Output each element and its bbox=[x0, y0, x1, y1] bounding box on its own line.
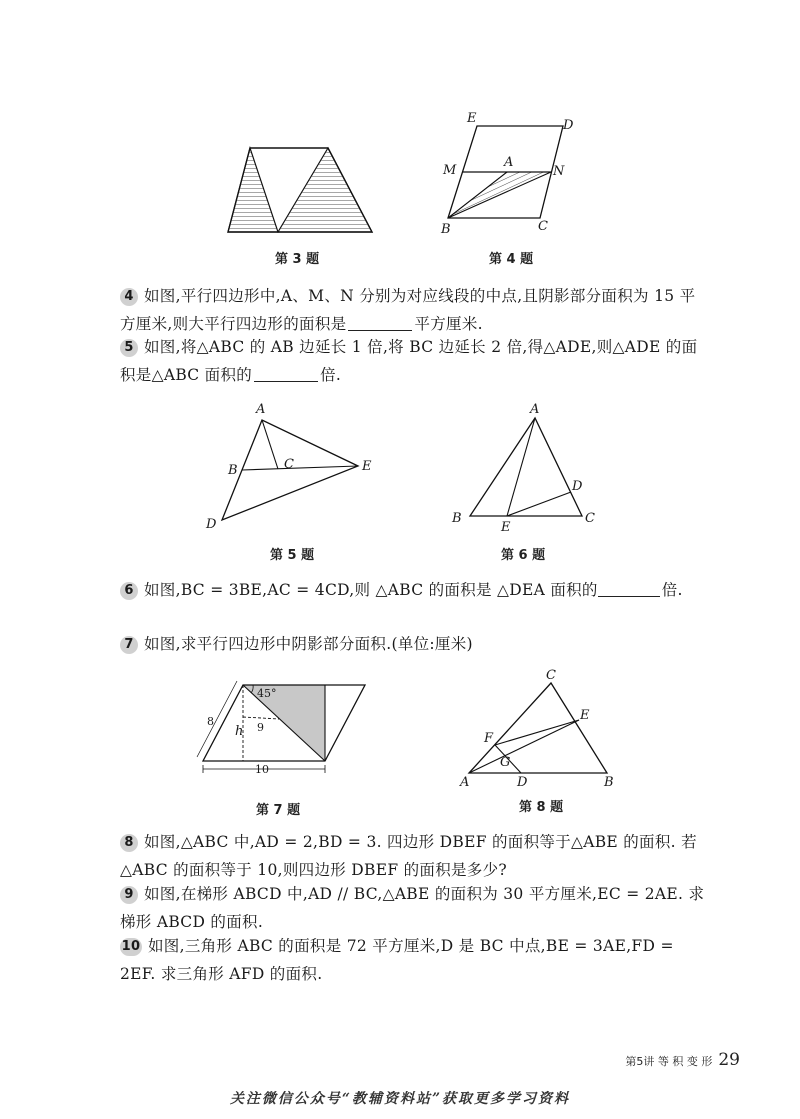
fig4-label-a: A bbox=[504, 155, 514, 170]
fig6-label-a: A bbox=[530, 402, 540, 417]
problem-9-number: 9 bbox=[120, 886, 138, 904]
fig6-label-c: C bbox=[585, 511, 595, 526]
fig5-label-c: C bbox=[284, 457, 294, 472]
lecture-title: 第5讲 等 积 变 形 bbox=[625, 1055, 713, 1068]
fig5-label-b: B bbox=[228, 463, 238, 478]
problem-6-number: 6 bbox=[120, 582, 138, 600]
fig7-label-h: h bbox=[235, 724, 244, 739]
problem-4-text: 如图,平行四边形中,A、M、N 分别为对应线段的中点,且阴影部分面积为 15 平方厘米,则大平行四边形的面积是 bbox=[120, 287, 696, 333]
answer-blank[interactable] bbox=[254, 367, 318, 382]
figure-6 bbox=[448, 400, 608, 535]
figure-3 bbox=[220, 140, 380, 240]
answer-blank[interactable] bbox=[348, 316, 412, 331]
problem-5-text: 如图,将△ABC 的 AB 边延长 1 倍,将 BC 边延长 2 倍,得△ADE,则△ADE 的面积是△ABC 面积的 bbox=[120, 338, 698, 384]
fig5-label-a: A bbox=[256, 402, 266, 417]
problem-10 bbox=[120, 932, 710, 988]
problem-7 bbox=[120, 630, 710, 658]
problem-6-text: 如图,BC = 3BE,AC = 4CD,则 △ABC 的面积是 △DEA 面积的 bbox=[144, 581, 598, 599]
problem-10-number: 10 bbox=[121, 939, 141, 954]
problem-8-text: 如图,△ABC 中,AD = 2,BD = 3. 四边形 DBEF 的面积等于△ABE 的面积. 若△ABC 的面积等于 10,则四边形 DBEF 的面积是多少? bbox=[120, 833, 697, 879]
figure-5-caption: 第 5 题 bbox=[270, 548, 315, 563]
problem-7-text: 如图,求平行四边形中阴影部分面积.(单位:厘米) bbox=[144, 635, 473, 653]
figure-8-caption: 第 8 题 bbox=[519, 800, 564, 815]
problem-10-text: 如图,三角形 ABC 的面积是 72 平方厘米,D 是 BC 中点,BE = 3AE,FD = 2EF. 求三角形 AFD 的面积. bbox=[120, 937, 674, 983]
figure-4 bbox=[435, 112, 585, 237]
problem-8-number: 8 bbox=[120, 834, 138, 852]
figure-5 bbox=[200, 400, 380, 535]
fig5-label-e: E bbox=[362, 459, 372, 474]
problem-9 bbox=[120, 880, 710, 936]
fig8-label-f: F bbox=[484, 731, 494, 746]
figure-6-caption: 第 6 题 bbox=[501, 548, 546, 563]
fig4-label-c: C bbox=[538, 219, 548, 234]
page-footer bbox=[625, 1050, 740, 1070]
problem-7-number: 7 bbox=[120, 636, 138, 654]
fig6-label-d: D bbox=[572, 479, 583, 494]
fig8-label-a: A bbox=[460, 775, 470, 790]
answer-blank[interactable] bbox=[598, 582, 660, 597]
fig4-label-n: N bbox=[553, 164, 565, 179]
problem-6 bbox=[120, 576, 710, 604]
fig6-label-b: B bbox=[452, 511, 462, 526]
figure-3-caption: 第 3 题 bbox=[275, 252, 320, 267]
figure-7 bbox=[195, 675, 375, 785]
figure-7-caption: 第 7 题 bbox=[256, 803, 301, 818]
figure-4-caption: 第 4 题 bbox=[489, 252, 534, 267]
fig6-label-e: E bbox=[501, 520, 511, 535]
fig4-label-d: D bbox=[563, 118, 574, 133]
fig7-label-side: 8 bbox=[207, 715, 214, 728]
problem-9-text: 如图,在梯形 ABCD 中,AD // BC,△ABE 的面积为 30 平方厘米,EC = 2AE. 求梯形 ABCD 的面积. bbox=[120, 885, 705, 931]
fig8-label-c: C bbox=[546, 668, 556, 683]
fig4-label-e: E bbox=[467, 112, 477, 126]
fig5-label-d: D bbox=[206, 517, 217, 532]
fig4-label-m: M bbox=[443, 163, 457, 178]
problem-4-text-end: 平方厘米. bbox=[414, 315, 483, 333]
fig7-label-nine: 9 bbox=[257, 721, 264, 734]
problem-4-number: 4 bbox=[120, 288, 138, 306]
problem-5 bbox=[120, 333, 710, 389]
problem-5-text-end: 倍. bbox=[320, 366, 342, 384]
problem-5-number: 5 bbox=[120, 339, 138, 357]
problem-8 bbox=[120, 828, 710, 884]
fig8-label-g: G bbox=[500, 755, 511, 770]
fig4-label-b: B bbox=[441, 222, 451, 237]
fig8-label-d: D bbox=[517, 775, 528, 790]
problem-6-text-end: 倍. bbox=[661, 581, 683, 599]
fig7-label-base: 10 bbox=[255, 763, 269, 776]
fig7-label-angle: 45° bbox=[257, 687, 277, 700]
watermark-text: 关注微信公众号“教辅资料站”获取更多学习资料 bbox=[229, 1091, 571, 1107]
fig8-label-e: E bbox=[580, 708, 590, 723]
page-number: 29 bbox=[718, 1050, 740, 1070]
figure-8 bbox=[455, 665, 630, 790]
fig8-label-b: B bbox=[604, 775, 614, 790]
problem-4 bbox=[120, 282, 710, 338]
